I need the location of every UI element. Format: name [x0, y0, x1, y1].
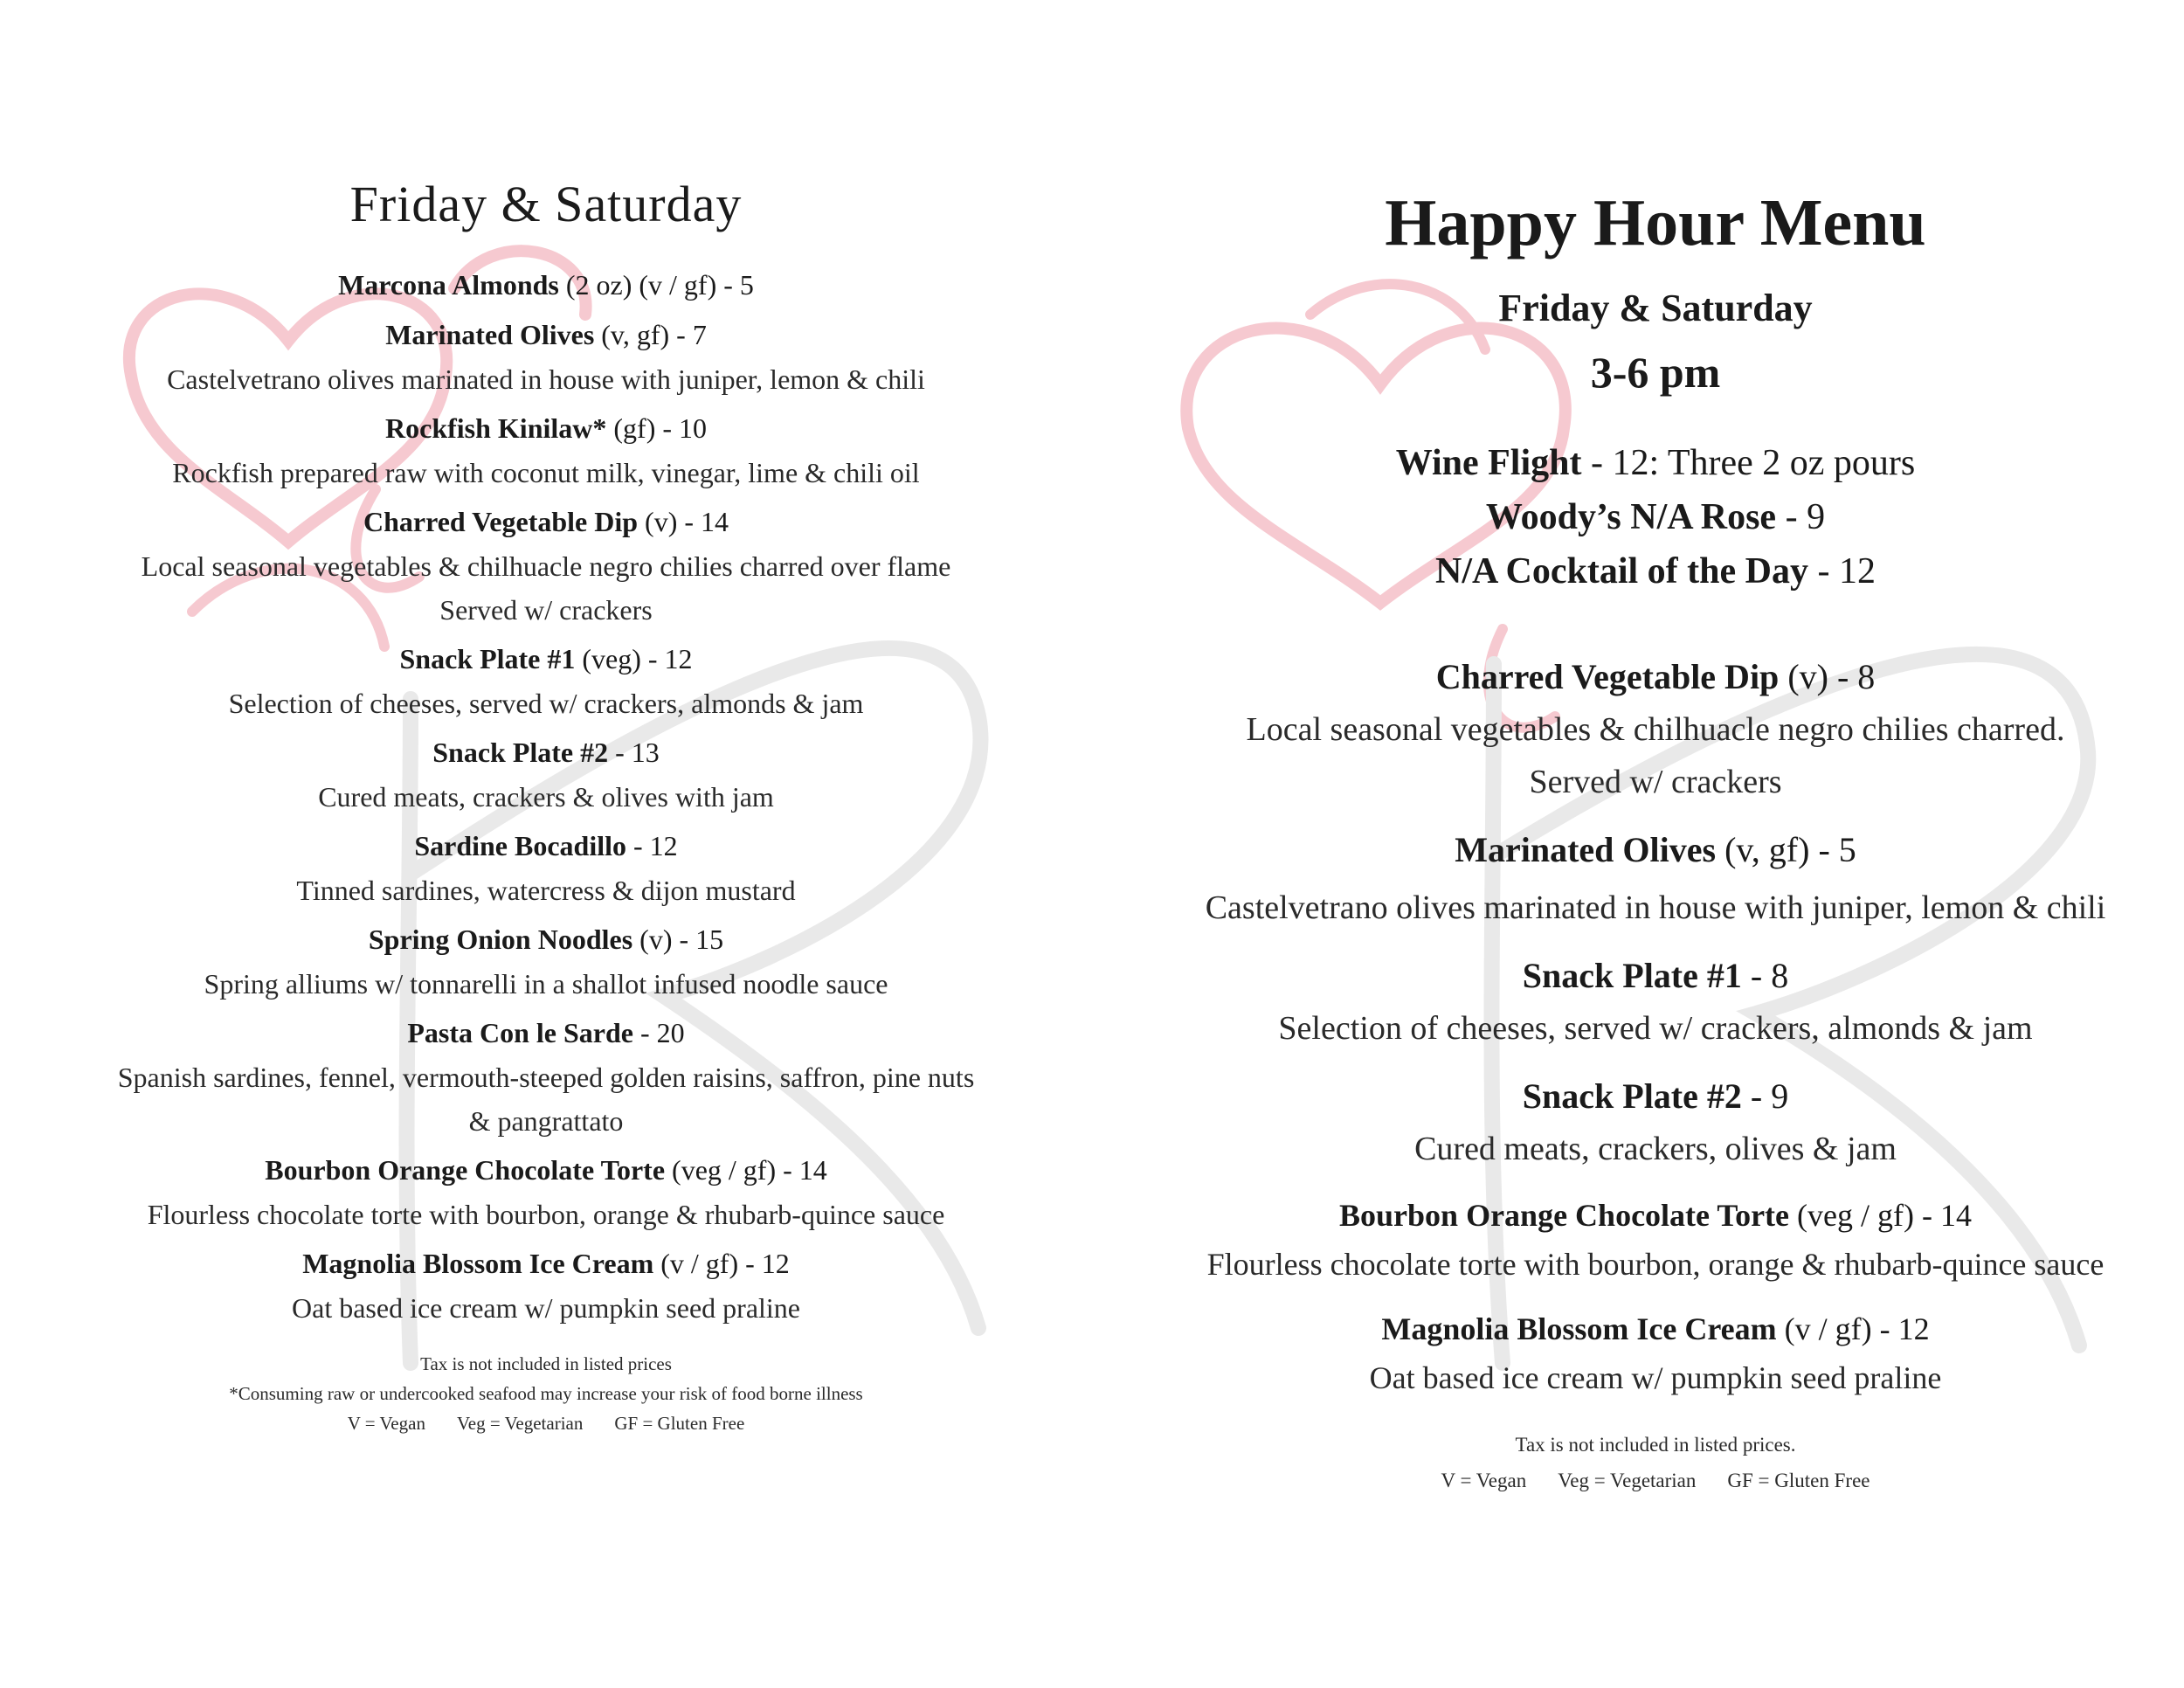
item-description: Spanish sardines, fennel, vermouth-steeped golden raisins, saffron, pine nuts	[117, 1062, 975, 1093]
menu-item	[1127, 950, 2184, 1055]
food-list	[1127, 651, 2184, 1402]
menu-item	[52, 917, 1040, 1006]
menu-item	[52, 824, 1040, 912]
tax-note: Tax is not included in listed prices	[420, 1353, 672, 1374]
item-detail: (v) - 15	[632, 924, 724, 955]
item-detail: (veg) - 12	[575, 643, 693, 675]
left-menu-column	[52, 175, 1040, 1438]
raw-seafood-note: *Consuming raw or undercooked seafood may increase your risk of food borne illness	[229, 1383, 863, 1404]
diet-legend	[52, 1408, 1040, 1438]
item-description: Castelvetrano olives marinated in house with juniper, lemon & chili	[167, 363, 925, 395]
item-name: Marinated Olives	[1455, 830, 1717, 869]
menu-item	[1127, 824, 2184, 934]
item-name: Snack Plate #1	[1522, 956, 1742, 995]
item-detail: (v) - 14	[638, 506, 729, 537]
menu-item	[52, 1242, 1040, 1330]
item-detail: (v, gf) - 7	[594, 319, 707, 350]
item-name: Bourbon Orange Chocolate Torte	[1339, 1198, 1790, 1233]
item-description: Rockfish prepared raw with coconut milk, vinegar, lime & chili oil	[172, 457, 920, 488]
drink-name: N/A Cocktail of the Day	[1435, 551, 1808, 591]
menu-item	[52, 1011, 1040, 1143]
item-description: Cured meats, crackers & olives with jam	[318, 781, 774, 813]
happy-hour-days: Friday & Saturday	[1498, 287, 1813, 329]
menu-item	[52, 406, 1040, 495]
item-description: & pangrattato	[468, 1105, 624, 1137]
drink-name: Woody’s N/A Rose	[1485, 497, 1777, 537]
tax-note: Tax is not included in listed prices.	[1515, 1434, 1796, 1456]
item-detail: (veg / gf) - 14	[1789, 1198, 1972, 1233]
drink-item	[1127, 436, 2184, 490]
item-detail: (v, gf) - 5	[1716, 830, 1856, 869]
item-description: Flourless chocolate torte with bourbon, orange & rhubarb-quince sauce	[1206, 1247, 2105, 1282]
drink-name: Wine Flight	[1395, 443, 1582, 483]
item-description: Spring alliums w/ tonnarelli in a shallot infused noodle sauce	[204, 968, 888, 1000]
item-detail: (veg / gf) - 14	[665, 1154, 827, 1186]
menu-item	[1127, 1191, 2184, 1289]
item-name: Magnolia Blossom Ice Cream	[1381, 1311, 1777, 1346]
left-footnotes	[52, 1349, 1040, 1438]
menu-item	[1127, 1304, 2184, 1402]
drink-item	[1127, 544, 2184, 598]
item-detail: (v / gf) - 12	[653, 1248, 790, 1279]
item-detail: (2 oz) (v / gf) - 5	[558, 269, 754, 301]
item-name: Snack Plate #1	[399, 643, 576, 675]
menu-item	[52, 1148, 1040, 1236]
item-name: Snack Plate #2	[432, 737, 609, 768]
item-description: Cured meats, crackers, olives & jam	[1414, 1131, 1897, 1167]
drink-detail: - 9	[1776, 497, 1826, 537]
item-description: Selection of cheeses, served w/ crackers, almonds & jam	[1278, 1010, 2033, 1047]
left-heading: Friday & Saturday	[349, 176, 743, 232]
item-name: Magnolia Blossom Ice Cream	[302, 1248, 654, 1279]
right-footnotes	[1127, 1427, 2184, 1498]
item-description: Oat based ice cream w/ pumpkin seed praline	[1369, 1360, 1942, 1395]
drink-detail: - 12: Three 2 oz pours	[1581, 443, 1916, 483]
item-detail: (v / gf) - 12	[1776, 1311, 1930, 1346]
right-menu-column	[1127, 179, 2184, 1498]
item-description: Local seasonal vegetables & chilhuacle negro chilies charred.	[1246, 711, 2065, 748]
item-name: Charred Vegetable Dip	[363, 506, 639, 537]
diet-legend	[1127, 1463, 2184, 1498]
item-name: Charred Vegetable Dip	[1435, 657, 1780, 696]
item-description: Served w/ crackers	[439, 594, 653, 626]
item-name: Marcona Almonds	[338, 269, 559, 301]
item-name: Sardine Bocadillo	[414, 830, 627, 861]
item-detail: - 12	[626, 830, 678, 861]
item-name: Snack Plate #2	[1522, 1076, 1742, 1116]
legend-vegetarian: Veg = Vegetarian	[1558, 1470, 1697, 1491]
legend-gluten-free: GF = Gluten Free	[1727, 1470, 1870, 1491]
item-detail: - 8	[1741, 956, 1789, 995]
item-detail: - 9	[1741, 1076, 1789, 1116]
item-name: Marinated Olives	[385, 319, 595, 350]
drinks-list	[1127, 436, 2184, 598]
item-detail: - 20	[633, 1017, 685, 1048]
item-description: Castelvetrano olives marinated in house with juniper, lemon & chili	[1205, 889, 2106, 926]
item-detail: - 13	[608, 737, 660, 768]
legend-vegan: V = Vegan	[1441, 1470, 1527, 1491]
item-name: Spring Onion Noodles	[368, 924, 633, 955]
drink-detail: - 12	[1807, 551, 1876, 591]
legend-vegan: V = Vegan	[347, 1413, 425, 1434]
item-description: Selection of cheeses, served w/ crackers, almonds & jam	[228, 688, 864, 719]
item-description: Served w/ crackers	[1529, 764, 1782, 800]
item-name: Pasta Con le Sarde	[407, 1017, 633, 1048]
legend-gluten-free: GF = Gluten Free	[614, 1413, 745, 1434]
legend-vegetarian: Veg = Vegetarian	[456, 1413, 584, 1434]
item-description: Flourless chocolate torte with bourbon, orange & rhubarb-quince sauce	[147, 1199, 945, 1230]
menu-item	[52, 263, 1040, 308]
drink-item	[1127, 490, 2184, 544]
item-name: Rockfish Kinilaw*	[385, 412, 607, 444]
item-description: Oat based ice cream w/ pumpkin seed praline	[292, 1292, 800, 1324]
item-detail: (v) - 8	[1779, 657, 1876, 696]
menu-item	[1127, 651, 2184, 808]
menu-item	[1127, 1070, 2184, 1175]
item-detail: (gf) - 10	[606, 412, 707, 444]
right-menu-page	[1092, 0, 2184, 1688]
item-description: Local seasonal vegetables & chilhuacle negro chilies charred over flame	[141, 550, 951, 582]
item-name: Bourbon Orange Chocolate Torte	[265, 1154, 666, 1186]
item-description: Tinned sardines, watercress & dijon mustard	[296, 875, 796, 906]
menu-item	[52, 637, 1040, 725]
happy-hour-title: Happy Hour Menu	[1385, 186, 1926, 259]
happy-hour-time: 3-6 pm	[1590, 348, 1721, 397]
menu-item	[52, 730, 1040, 819]
menu-item	[52, 500, 1040, 632]
menu-item	[52, 313, 1040, 401]
